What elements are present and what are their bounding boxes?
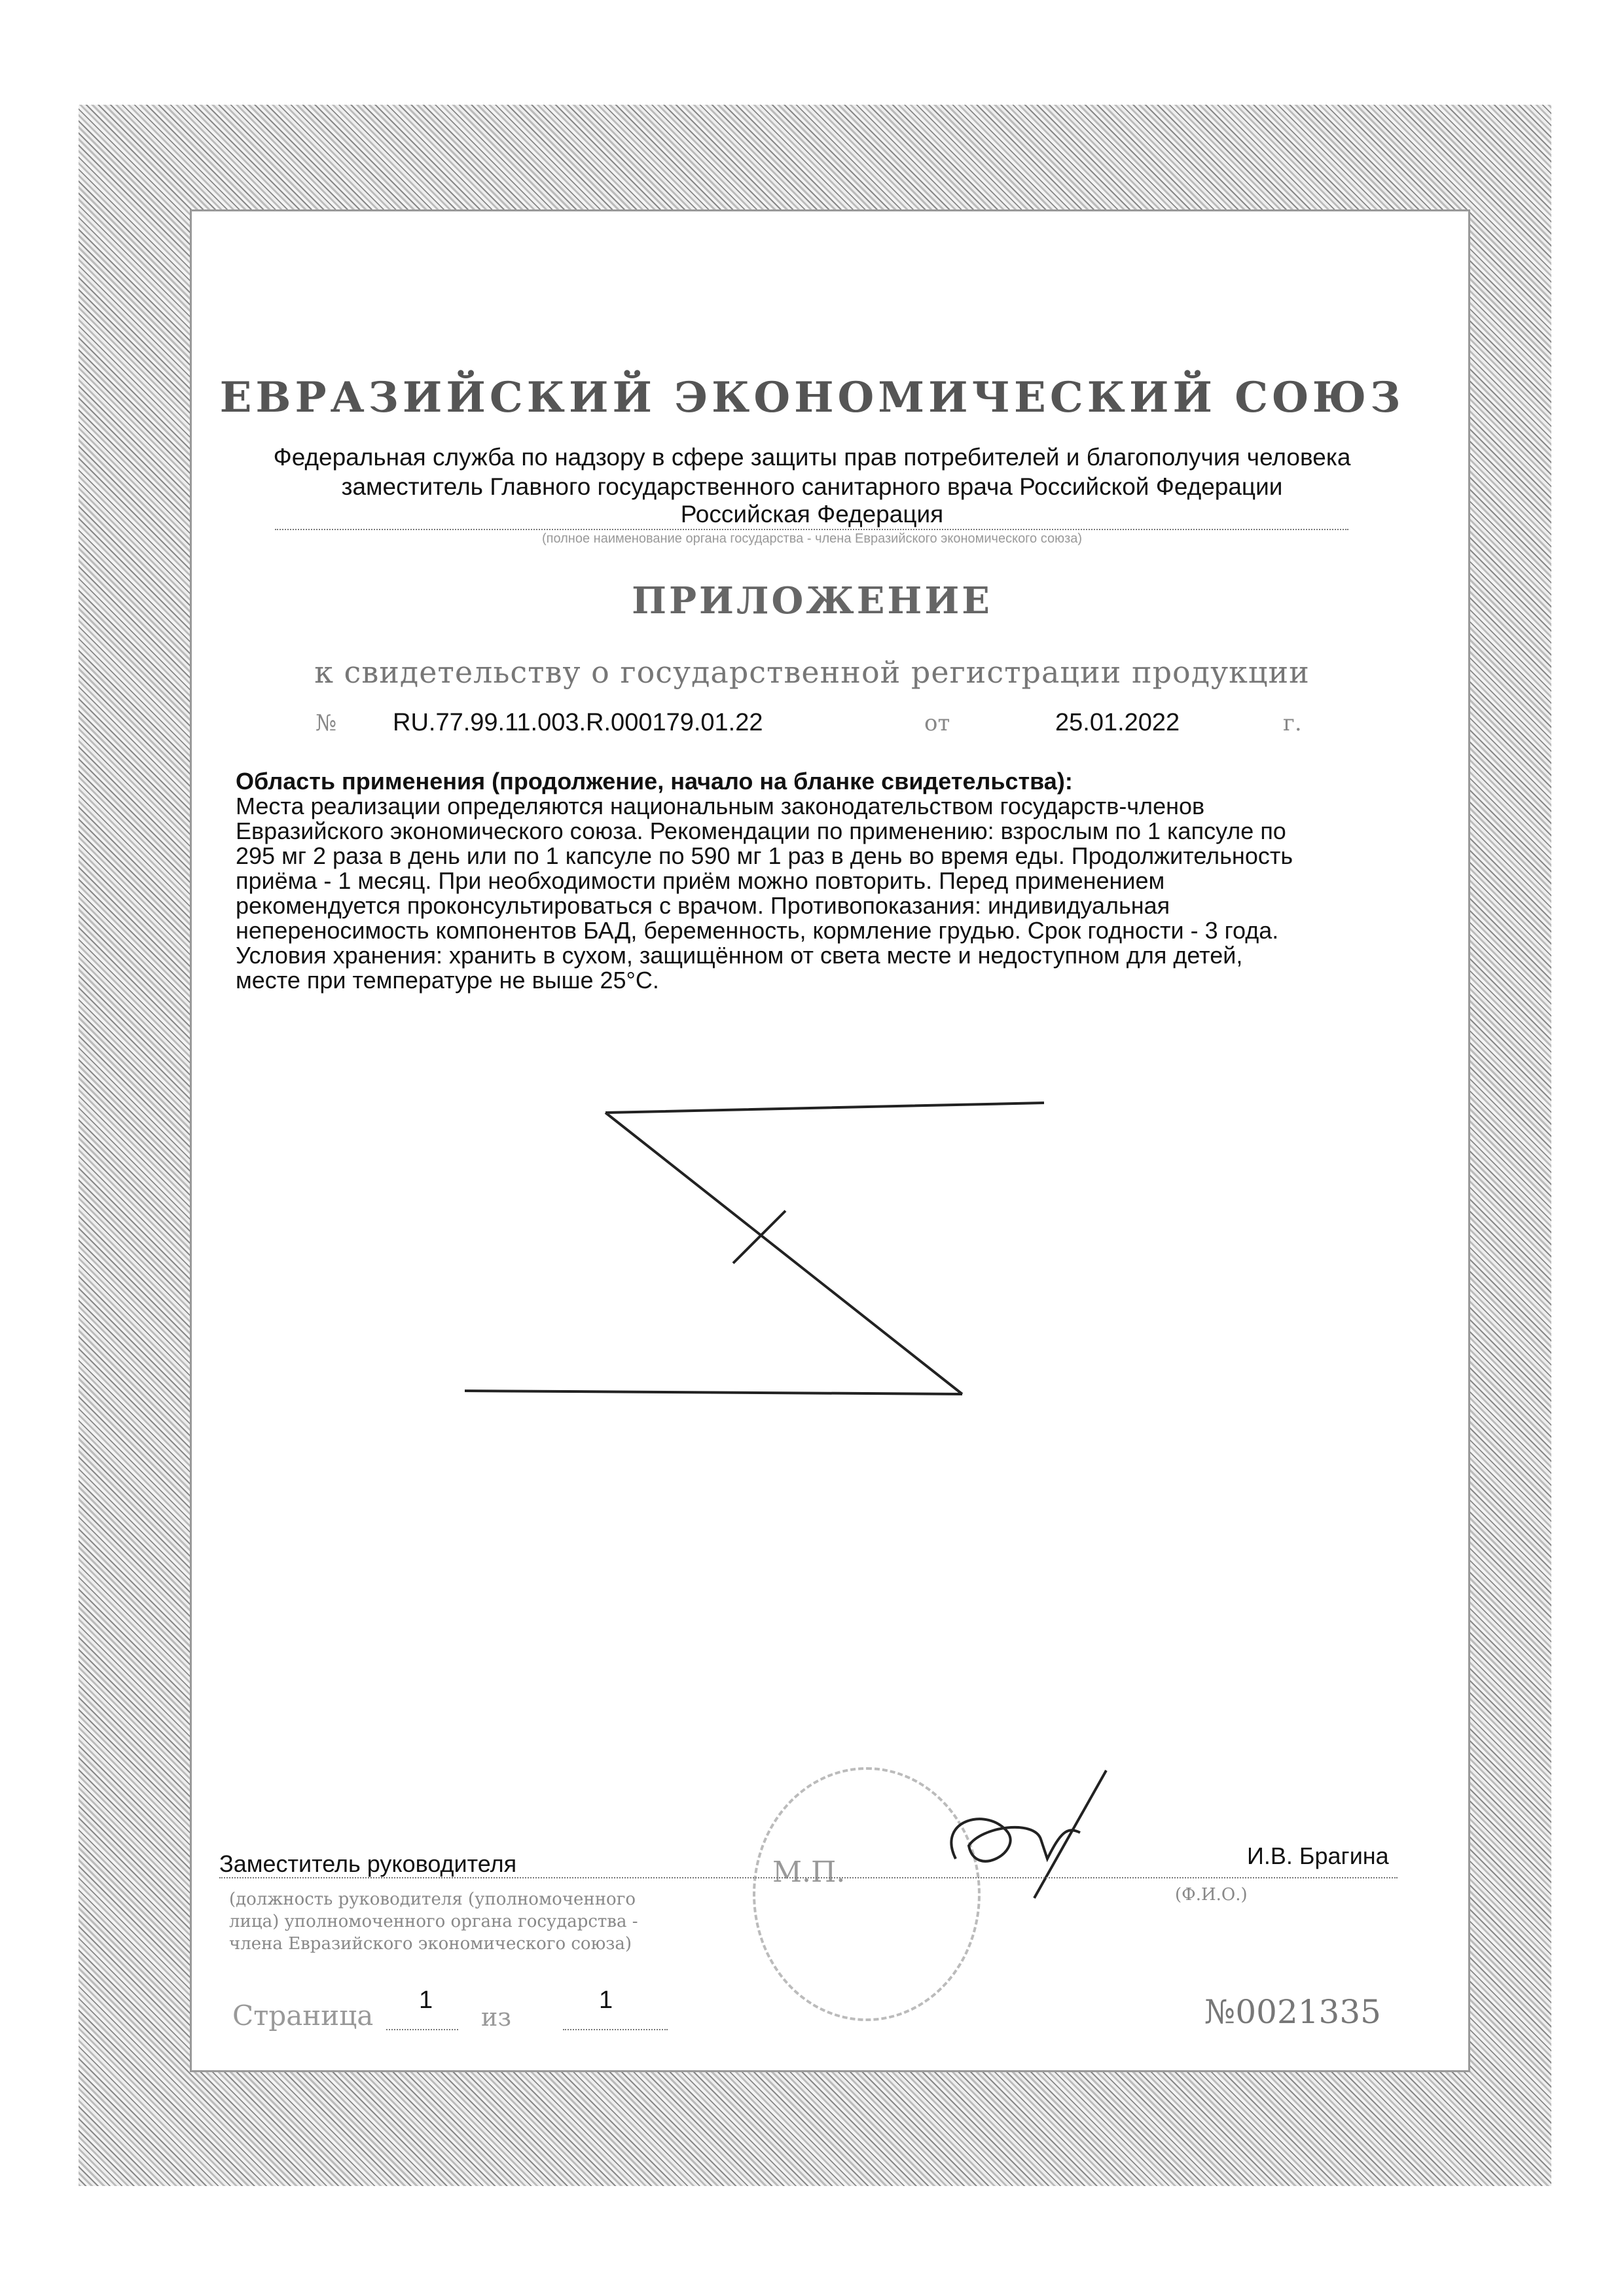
scope-heading: Область применения (продолжение, начало на бланке свидетельства): [236, 768, 1073, 795]
signer-name: И.В. Брагина [1247, 1842, 1389, 1869]
document-title: ПРИЛОЖЕНИЕ [632, 579, 992, 622]
signer-position: Заместитель руководителя [219, 1850, 517, 1877]
scope-line: непереносимость компонентов БАД, беременность, кормление грудью. Срок годности - 3 года. [236, 917, 1279, 944]
serial-number: №0021335 [1204, 1993, 1381, 2031]
scope-line: 295 мг 2 раза в день или по 1 капсуле по 590 мг 1 раз в день во время еды. Продолжительность [236, 842, 1293, 869]
scope-line: Условия хранения: хранить в сухом, защищённом от света месте и недоступном для детей, [236, 942, 1243, 969]
scope-line: приёма - 1 месяц. При необходимости приём можно повторить. Перед применением [236, 867, 1165, 894]
total-underline [563, 2029, 668, 2030]
number-label: № [316, 710, 337, 736]
of-label: из [481, 2003, 512, 2032]
scope-line: Места реализации определяются национальным законодательством государств-членов [236, 793, 1205, 819]
signature-line [219, 1877, 1398, 1878]
agency-line-1: Федеральная служба по надзору в сфере защиты прав потребителей и благополучия человека [273, 444, 1351, 471]
page-underline [386, 2029, 458, 2030]
certificate-number: RU.77.99.11.003.R.000179.01.22 [393, 709, 763, 736]
year-suffix: г. [1283, 710, 1302, 736]
page-total: 1 [599, 1986, 613, 2014]
agency-caption: (полное наименование органа государства - члена Евразийского экономического союза) [541, 531, 1083, 546]
scope-line: рекомендуется проконсультироваться с врачом. Противопоказания: индивидуальная [236, 892, 1170, 919]
from-label: от [924, 710, 950, 736]
signature-image [936, 1767, 1132, 1911]
caption-line: лица) уполномоченного органа государства - [229, 1912, 638, 1931]
scope-line: месте при температуре не выше 25°С. [236, 967, 659, 994]
scope-line: Евразийского экономического союза. Рекомендации по применению: взрослым по 1 капсуле по [236, 817, 1286, 844]
position-caption [229, 1888, 638, 1955]
agency-line-2: заместитель Главного государственного санитарного врача Российской Федерации [341, 473, 1283, 500]
page-number: 1 [419, 1986, 433, 2014]
caption-line: члена Евразийского экономического союза) [229, 1934, 632, 1954]
page-label: Страница [232, 2000, 374, 2032]
union-title: ЕВРАЗИЙСКИЙ ЭКОНОМИЧЕСКИЙ СОЮЗ [219, 373, 1405, 422]
country: Российская Федерация [680, 501, 944, 528]
document-subtitle: к свидетельству о государственной регистрации продукции [314, 655, 1310, 690]
stamp-place-label: М.П. [772, 1856, 846, 1889]
certificate-date: 25.01.2022 [1055, 709, 1180, 736]
name-caption: (Ф.И.О.) [1175, 1885, 1248, 1905]
caption-line: (должность руководителя (уполномоченного [229, 1890, 636, 1909]
